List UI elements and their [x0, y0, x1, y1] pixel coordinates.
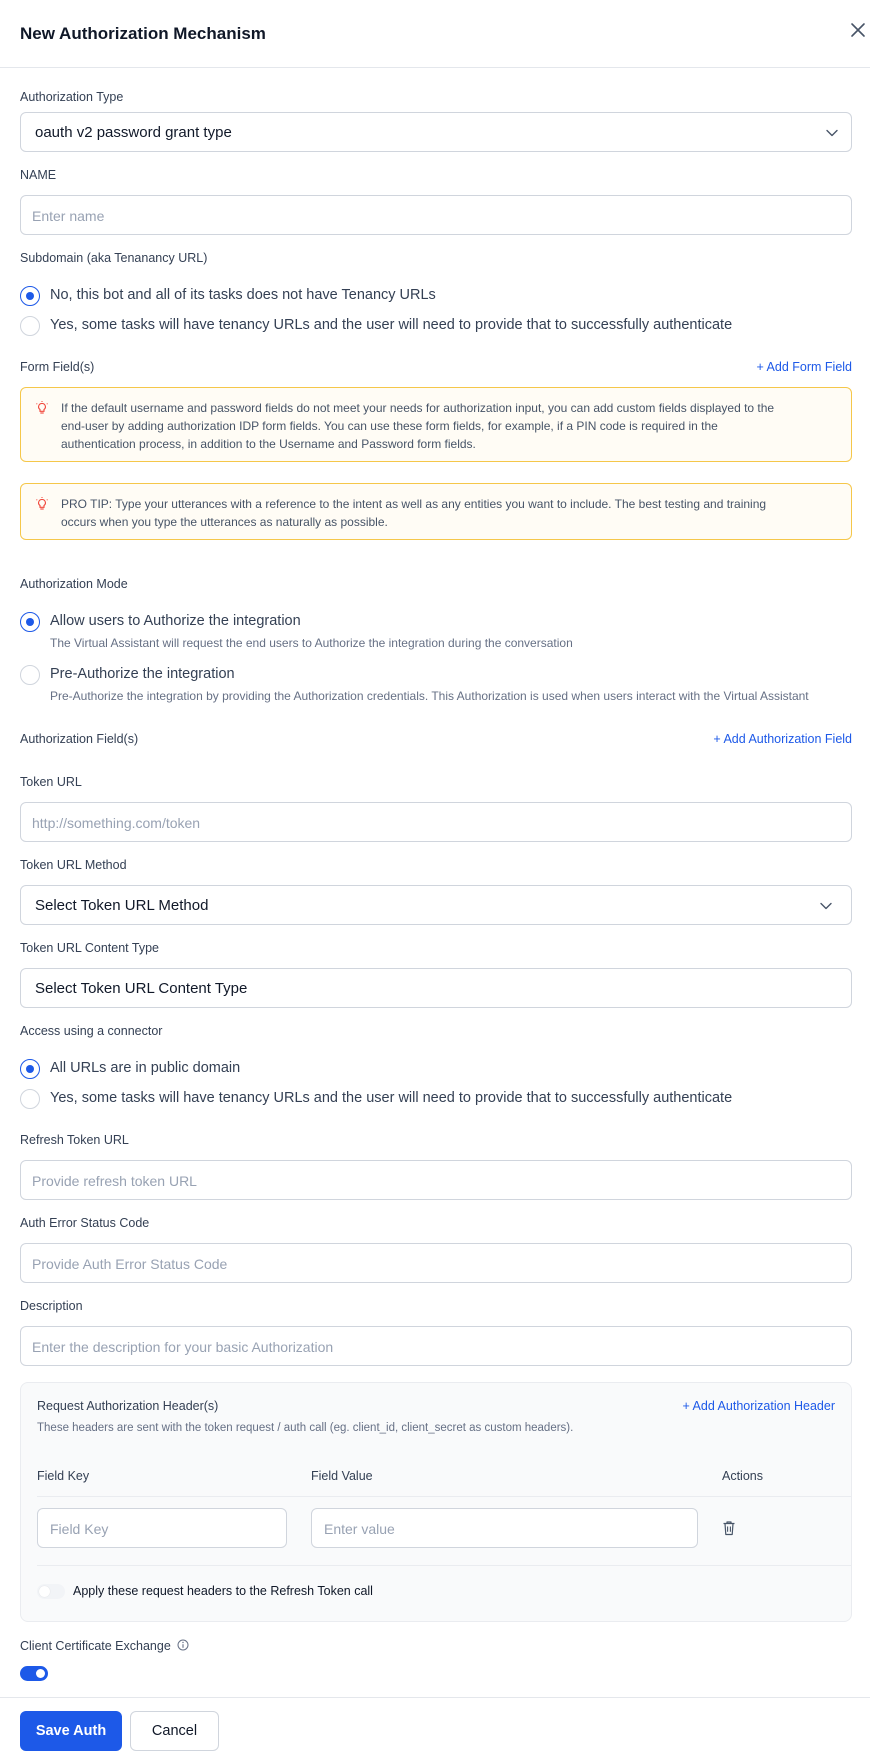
refresh-token-url-input[interactable] — [20, 1160, 852, 1200]
token-url-placeholder: http://something.com/token — [32, 815, 201, 831]
client-cert-label-text: Client Certificate Exchange — [20, 1639, 171, 1653]
field-value-input[interactable] — [311, 1508, 698, 1548]
form-fields-info-box — [20, 387, 852, 462]
cancel-button[interactable]: Cancel — [130, 1711, 219, 1751]
description-label: Description — [20, 1299, 83, 1313]
dialog-header — [0, 0, 870, 68]
name-placeholder: Enter name — [32, 208, 105, 224]
connector-label: Access using a connector — [20, 1024, 163, 1038]
table-divider — [37, 1565, 852, 1566]
info-line: If the default username and password fields do not meet your needs for authorization input, you can add custom fields displayed to the — [61, 401, 775, 415]
client-cert-toggle[interactable] — [20, 1666, 48, 1681]
allow-users-radio[interactable] — [20, 612, 40, 632]
pro-tip-box — [20, 483, 852, 540]
request-headers-panel — [20, 1382, 852, 1622]
pro-tip-line: occurs when you type the utterances as naturally as possible. — [61, 515, 388, 529]
add-auth-field-link[interactable]: + Add Authorization Field — [713, 732, 852, 746]
description-input[interactable] — [20, 1326, 852, 1366]
subdomain-no-radio[interactable] — [20, 286, 40, 306]
pre-authorize-radio[interactable] — [20, 665, 40, 685]
subdomain-no-label: No, this bot and all of its tasks does not have Tenancy URLs — [50, 287, 436, 303]
chevron-down-icon — [825, 126, 839, 140]
token-url-content-type-value: Select Token URL Content Type — [35, 980, 248, 997]
auth-error-code-input[interactable] — [20, 1243, 852, 1283]
refresh-token-url-label: Refresh Token URL — [20, 1133, 129, 1147]
auth-type-label: Authorization Type — [20, 90, 124, 104]
info-line: end-user by adding authorization IDP form fields. You can use these form fields, for example, if a PIN code is required in the — [61, 419, 718, 433]
connector-tenancy-label: Yes, some tasks will have tenancy URLs and the user will need to provide that to successfully authenticate — [50, 1090, 733, 1106]
client-cert-label — [20, 1639, 189, 1653]
field-value-placeholder: Enter value — [324, 1521, 395, 1537]
subdomain-yes-label: Yes, some tasks will have tenancy URLs and the user will need to provide that to successfully authenticate — [50, 317, 733, 333]
form-fields-label: Form Field(s) — [20, 360, 95, 374]
public-domain-radio[interactable] — [20, 1059, 40, 1079]
public-domain-label: All URLs are in public domain — [50, 1060, 241, 1076]
token-url-method-value: Select Token URL Method — [35, 897, 209, 914]
refresh-headers-toggle-label: Apply these request headers to the Refresh Token call — [73, 1584, 373, 1598]
name-label: NAME — [20, 168, 57, 182]
column-header-actions: Actions — [722, 1469, 763, 1483]
auth-error-code-placeholder: Provide Auth Error Status Code — [32, 1256, 228, 1272]
trash-icon[interactable] — [722, 1520, 736, 1536]
token-url-content-type-select[interactable] — [20, 968, 852, 1008]
pre-authorize-title: Pre-Authorize the integration — [50, 666, 235, 682]
token-url-method-select[interactable] — [20, 885, 852, 925]
lightbulb-icon — [35, 497, 49, 513]
subdomain-label: Subdomain (aka Tenanancy URL) — [20, 251, 208, 265]
info-icon[interactable] — [177, 1639, 189, 1651]
description-placeholder: Enter the description for your basic Authorization — [32, 1339, 334, 1355]
dialog-title: New Authorization Mechanism — [20, 24, 266, 43]
token-url-content-type-label: Token URL Content Type — [20, 941, 159, 955]
auth-error-code-label: Auth Error Status Code — [20, 1216, 150, 1230]
request-headers-title: Request Authorization Header(s) — [37, 1399, 219, 1413]
token-url-input[interactable] — [20, 802, 852, 842]
info-line: authentication process, in addition to the Username and Password form fields. — [61, 437, 476, 451]
allow-users-desc: The Virtual Assistant will request the end users to Authorize the integration during the conversation — [50, 636, 573, 650]
auth-type-select[interactable] — [20, 112, 852, 152]
pro-tip-line: PRO TIP: Type your utterances with a reference to the intent as well as any entities you want to include. The best testing and training — [61, 497, 767, 511]
column-header-field-key: Field Key — [37, 1469, 90, 1483]
refresh-token-url-placeholder: Provide refresh token URL — [32, 1173, 197, 1189]
column-header-field-value: Field Value — [311, 1469, 373, 1483]
auth-mode-label: Authorization Mode — [20, 577, 128, 591]
table-divider — [37, 1496, 852, 1497]
auth-fields-label: Authorization Field(s) — [20, 732, 139, 746]
field-key-placeholder: Field Key — [50, 1521, 109, 1537]
pre-authorize-desc: Pre-Authorize the integration by providing the Authorization credentials. This Authorization is used when users interact with the Virtual Assistant — [50, 689, 809, 703]
chevron-down-icon — [819, 899, 833, 913]
allow-users-title: Allow users to Authorize the integration — [50, 613, 301, 629]
add-auth-header-link[interactable]: + Add Authorization Header — [682, 1399, 835, 1413]
close-icon[interactable] — [848, 20, 868, 40]
connector-tenancy-radio[interactable] — [20, 1089, 40, 1109]
field-key-input[interactable] — [37, 1508, 287, 1548]
name-input[interactable] — [20, 195, 852, 235]
save-auth-button[interactable]: Save Auth — [20, 1711, 122, 1751]
token-url-method-label: Token URL Method — [20, 858, 127, 872]
add-form-field-link[interactable]: + Add Form Field — [756, 360, 852, 374]
lightbulb-icon — [35, 401, 49, 417]
token-url-label: Token URL — [20, 775, 82, 789]
request-headers-subtitle: These headers are sent with the token request / auth call (eg. client_id, client_secret as custom headers). — [37, 1422, 574, 1434]
auth-type-value: oauth v2 password grant type — [35, 124, 232, 141]
refresh-headers-toggle[interactable] — [37, 1584, 65, 1599]
subdomain-yes-radio[interactable] — [20, 316, 40, 336]
